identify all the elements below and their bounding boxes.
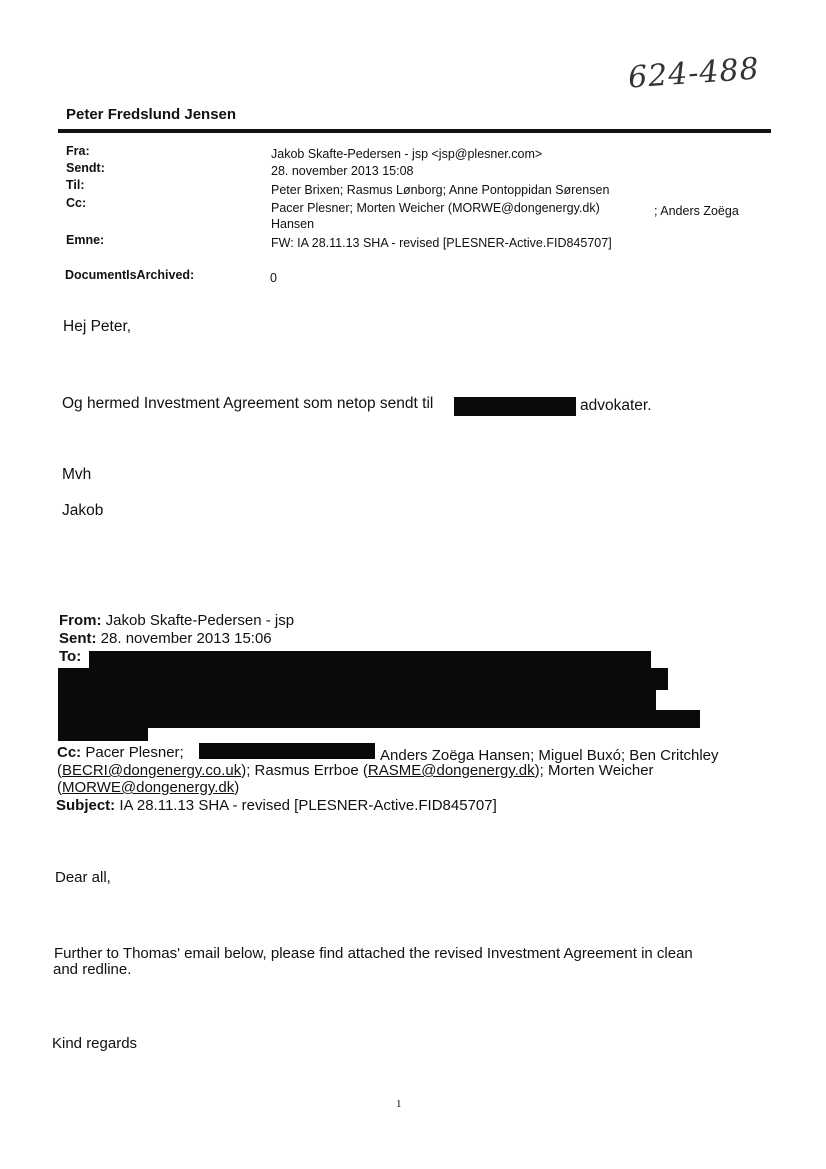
paren: ( — [57, 779, 62, 796]
subject-label: Emne: — [66, 233, 105, 247]
header-divider — [58, 129, 771, 133]
fwd-closing: Kind regards — [52, 1035, 138, 1052]
redaction-bar — [58, 727, 148, 741]
fwd-body-line-2: and redline. — [53, 961, 132, 978]
subject-value: FW: IA 28.11.13 SHA - revised [PLESNER-Active.FID845707] — [271, 236, 612, 250]
fwd-sent-label: Sent: — [59, 630, 97, 647]
to-value: Peter Brixen; Rasmus Lønborg; Anne Pontoppidan Sørensen — [271, 183, 610, 197]
fwd-cc-label: Cc: — [57, 744, 82, 761]
fwd-from-value: Jakob Skafte-Pedersen - jsp — [105, 612, 295, 629]
cc-label: Cc: — [66, 196, 87, 210]
message-line-after-redaction: advokater. — [580, 397, 652, 414]
cc-value-wrap: Hansen — [271, 217, 315, 231]
fwd-cc-continued: Anders Zoëga Hansen; Miguel Buxó; Ben Critchley — [380, 747, 719, 764]
to-label: Til: — [66, 178, 85, 192]
email-link-rasme[interactable]: RASME@dongenergy.dk — [367, 762, 535, 779]
fwd-subject-value: IA 28.11.13 SHA - revised [PLESNER-Active.FID845707] — [119, 797, 497, 814]
redaction-bar — [58, 668, 668, 690]
email-link-becri[interactable]: BECRI@dongenergy.co.uk — [62, 762, 242, 779]
handwritten-document-number: 624-488 — [626, 51, 761, 96]
archived-label: DocumentIsArchived: — [65, 268, 195, 282]
message-line-before-redaction: Og hermed Investment Agreement som netop sendt til — [62, 395, 434, 412]
cc-value: Pacer Plesner; Morten Weicher (MORWE@dongenergy.dk) — [271, 201, 600, 215]
redaction-bar — [58, 689, 656, 711]
email-link-morwe[interactable]: MORWE@dongenergy.dk — [62, 779, 235, 796]
cc-value-continued: ; Anders Zoëga — [654, 204, 739, 218]
fwd-to-label: To: — [59, 648, 82, 665]
sent-value: 28. november 2013 15:08 — [271, 164, 414, 178]
from-label: Fra: — [66, 144, 90, 158]
message-closing: Mvh — [62, 466, 92, 483]
cc-text: ); Rasmus Errboe ( — [241, 762, 368, 779]
message-greeting: Hej Peter, — [63, 318, 132, 335]
page-number: 1 — [396, 1098, 402, 1110]
from-value: Jakob Skafte-Pedersen - jsp <jsp@plesner.com> — [271, 147, 543, 161]
fwd-from-label: From: — [59, 612, 102, 629]
cc-text: ); Morten Weicher — [534, 762, 654, 779]
paren: ) — [234, 779, 240, 796]
redaction-bar — [89, 651, 651, 669]
sent-label: Sendt: — [66, 161, 105, 175]
archived-value: 0 — [270, 271, 277, 285]
redaction-bar — [199, 743, 375, 759]
paren: ( — [57, 762, 62, 779]
redaction-bar — [58, 710, 700, 728]
message-signature: Jakob — [62, 502, 104, 519]
fwd-body-line-1: Further to Thomas' email below, please find attached the revised Investment Agreement in clean — [54, 945, 693, 962]
fwd-subject-label: Subject: — [56, 797, 116, 814]
fwd-sent-value: 28. november 2013 15:06 — [100, 630, 272, 647]
redaction-bar — [454, 397, 576, 416]
fwd-cc-start: Pacer Plesner; — [85, 744, 184, 761]
fwd-greeting: Dear all, — [55, 869, 111, 886]
mailbox-owner-name: Peter Fredslund Jensen — [66, 106, 237, 123]
